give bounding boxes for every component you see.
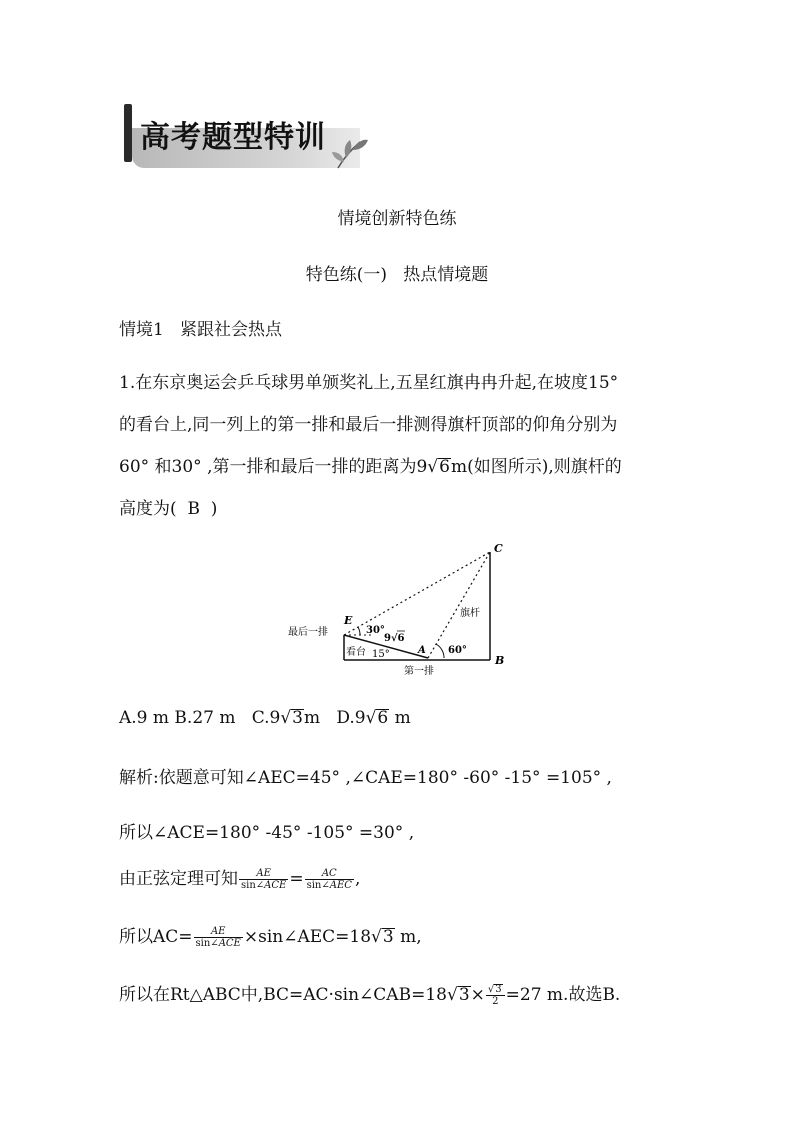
- figure-angle-30: 30°: [366, 625, 385, 636]
- figure-label-a: A: [418, 645, 426, 656]
- page-subtitle: [0, 260, 794, 285]
- sight-line-ac: [428, 552, 490, 658]
- sight-line-ec: [344, 552, 490, 635]
- question-line-4: [119, 494, 217, 519]
- fraction-den-arg: AEC: [329, 880, 352, 891]
- equals-sign: =: [289, 869, 304, 889]
- fraction-ae-over-sin-ace: [239, 868, 288, 892]
- option-text-c: m D.9: [303, 708, 366, 728]
- banner-bar: [124, 104, 132, 162]
- option-text-d: m: [389, 708, 411, 728]
- figure-sqrt-symbol: √: [390, 633, 398, 644]
- option-d-radicand: 6: [377, 708, 389, 728]
- figure-distance: [384, 632, 405, 644]
- figure-distance-rad: 6: [397, 633, 405, 644]
- sqrt-symbol: √: [280, 708, 292, 728]
- figure-label-stand: 看台: [346, 647, 366, 658]
- solution-line-5: [119, 980, 620, 1008]
- solution-line-5-prefix: 所以在Rt△ABC中,BC=AC·sin∠CAB=18: [119, 985, 447, 1005]
- fraction-numerator: AE: [239, 868, 288, 881]
- fraction-den-arg: ACE: [264, 880, 287, 891]
- option-text-a: A.9 m B.27 m C.9: [119, 708, 281, 728]
- fraction-denominator: [194, 938, 243, 950]
- banner-title: 高考题型特训: [140, 120, 326, 155]
- angle-arc-60: [436, 644, 444, 658]
- figure-label-first-row: 第一排: [404, 666, 434, 677]
- fraction-denominator: 2: [492, 996, 499, 1007]
- fraction-ae-over-sin-ace: [194, 926, 243, 950]
- question-line-2: 的看台上,同一列上的第一排和最后一排测得旗杆顶部的仰角分别为: [119, 415, 618, 435]
- solution-line-4-suffix: m,: [394, 927, 422, 947]
- fraction-den-fn: sin∠: [241, 880, 265, 891]
- figure-label-last-row: 最后一排: [288, 627, 328, 638]
- solution-line-4-mid: ×sin∠AEC=18: [243, 927, 372, 947]
- section-banner: [118, 104, 368, 168]
- figure-label-c: C: [494, 542, 503, 555]
- figure-distance-coef: 9: [384, 633, 391, 644]
- section-title-text: 情境1 紧跟社会热点: [119, 320, 283, 340]
- figure-label-e: E: [344, 614, 353, 627]
- question-line-4-text: 高度为( B ): [119, 499, 218, 519]
- figure-label-flagpole: 旗杆: [460, 608, 480, 619]
- fraction-den-fn: sin∠: [306, 880, 330, 891]
- fraction-den-fn: sin∠: [195, 938, 219, 949]
- question-line-3b: m(如图所示),则旗杆的: [450, 457, 622, 477]
- sqrt-symbol: √: [371, 927, 382, 947]
- sqrt-symbol: √: [365, 708, 377, 728]
- solution-line-4-radicand: 3: [382, 927, 394, 947]
- page-title: 情境创新特色练: [337, 209, 457, 229]
- leaf-icon: [330, 134, 370, 170]
- fraction-numerator: AE: [194, 926, 243, 939]
- solution-line-1: 解析:依题意可知∠AEC=45° ,∠CAE=180° -60° -15° =105° ,: [119, 768, 612, 788]
- option-c-radicand: 3: [292, 708, 303, 728]
- figure-angle-15: 15°: [372, 649, 390, 660]
- fraction-den-arg: ACE: [218, 938, 241, 949]
- question-line-1: 1.在东京奥运会乒乓球男单颁奖礼上,五星红旗冉冉升起,在坡度15°: [119, 373, 619, 393]
- solution-line-4: [119, 922, 422, 950]
- sqrt-symbol: √: [427, 457, 439, 477]
- solution-line-5-suffix: =27 m.故选B.: [505, 985, 621, 1005]
- page-subtitle-text: 特色练(一) 热点情境题: [305, 265, 489, 285]
- times-sign: ×: [470, 985, 485, 1005]
- question-line-3: [119, 452, 622, 477]
- question-radicand: 6: [439, 457, 450, 477]
- fraction-sqrt3-over-2: [486, 984, 505, 1008]
- geometry-figure: [284, 540, 520, 680]
- question-line-3a: 60° 和30° ,第一排和最后一排的距离为9: [119, 457, 428, 477]
- sqrt-symbol: √: [487, 983, 495, 995]
- options-line: [119, 708, 411, 728]
- fraction-num-radicand: 3: [495, 983, 502, 995]
- solution-line-3-suffix: ,: [354, 869, 361, 889]
- solution-line-5-radicand: 3: [458, 985, 470, 1005]
- solution-line-4-prefix: 所以AC=: [119, 927, 193, 947]
- fraction-denominator: [239, 880, 288, 892]
- fraction-numerator: AC: [305, 868, 354, 881]
- fraction-denominator: [305, 880, 354, 892]
- sqrt-symbol: √: [446, 985, 458, 1005]
- solution-line-2: 所以∠ACE=180° -45° -105° =30° ,: [119, 823, 415, 843]
- section-title: [119, 315, 282, 340]
- solution-line-3-prefix: 由正弦定理可知: [119, 869, 238, 889]
- figure-label-b: B: [495, 654, 505, 667]
- solution-line-3: [119, 864, 360, 892]
- fraction-ac-over-sin-aec: [305, 868, 354, 892]
- angle-arc-30: [358, 627, 360, 635]
- fraction-numerator: [486, 984, 505, 997]
- figure-angle-60: 60°: [448, 645, 467, 656]
